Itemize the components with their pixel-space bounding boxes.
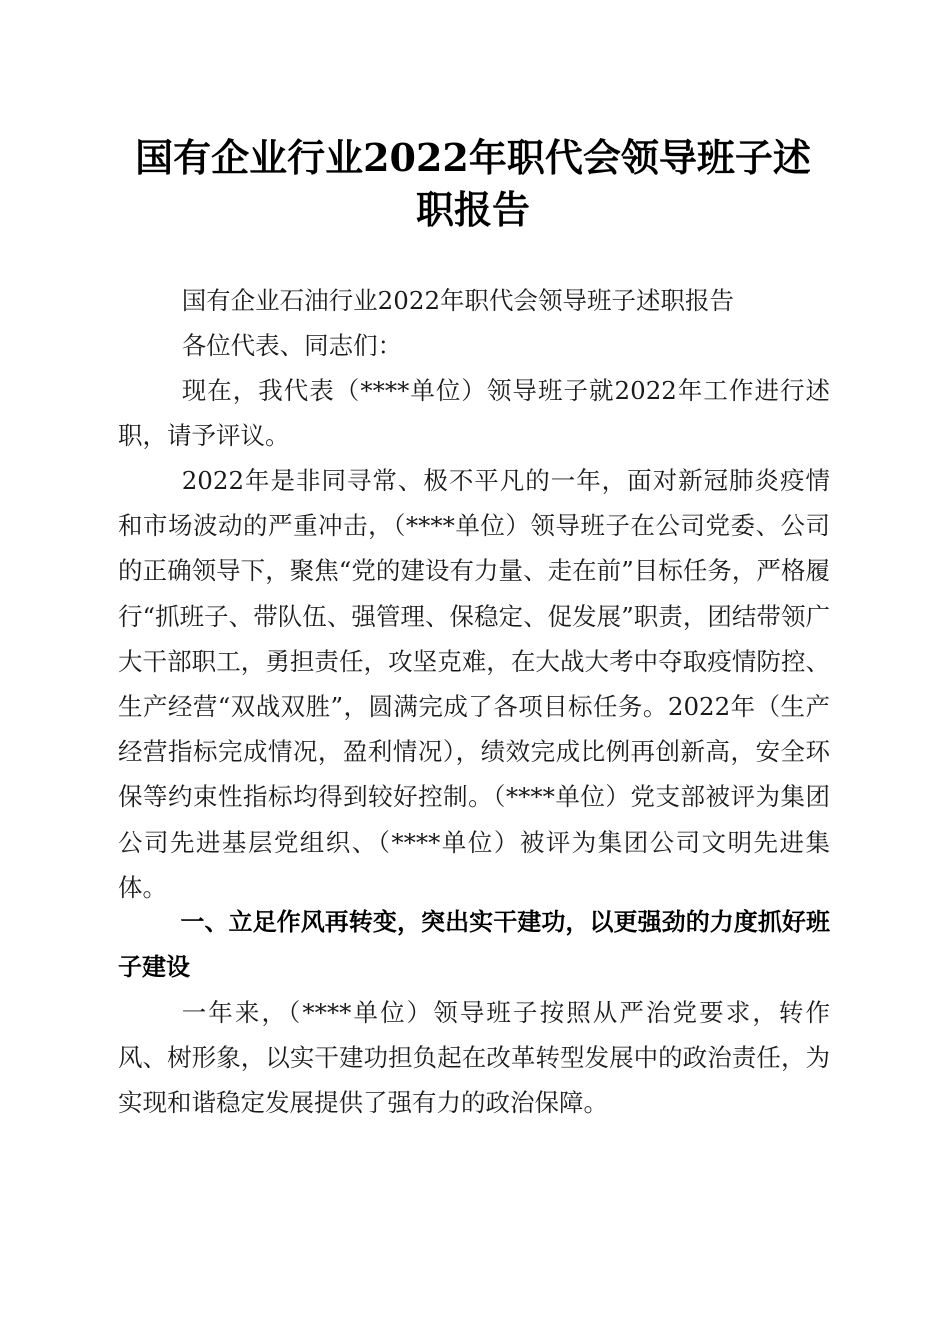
paragraph-summary: 2022年是非同寻常、极不平凡的一年，面对新冠肺炎疫情和市场波动的严重冲击，（****单位）领导班子在公司党委、公司的正确领导下，聚焦“党的建设有力量、走在前”目标任务，严格履行“抓班子、带队伍、强管理、保稳定、促发展”职责，团结带领广大干部职工，勇担责任，攻坚克难，在大战大考中夺取疫情防控、生产经营“双战双胜”，圆满完成了各项目标任务。2022年（生产经营指标完成情况，盈利情况），绩效完成比例再创新高，安全环保等约束性指标均得到较好控制。（****单位）党支部被评为集团公司先进基层党组织、（****单位）被评为集团公司文明先进集体。 <box>118 466 830 902</box>
paragraph-intro: 现在，我代表（****单位）领导班子就2022年工作进行述职，请予评议。 <box>118 376 830 451</box>
paragraph-salutation: 各位代表、同志们： <box>181 331 403 360</box>
section-heading-1: 一、立足作风再转变，突出实干建功，以更强劲的力度抓好班子建设 <box>118 908 830 982</box>
paragraph-section-1: 一年来，（****单位）领导班子按照从严治党要求，转作风、树形象，以实干建功担负起在改革转型发展中的政治责任，为实现和谐稳定发展提供了强有力的政治保障。 <box>118 998 830 1118</box>
document-title: 国有企业行业2022年职代会领导班子述职报告 <box>135 135 811 232</box>
paragraph-subtitle: 国有企业石油行业2022年职代会领导班子述职报告 <box>181 286 735 315</box>
